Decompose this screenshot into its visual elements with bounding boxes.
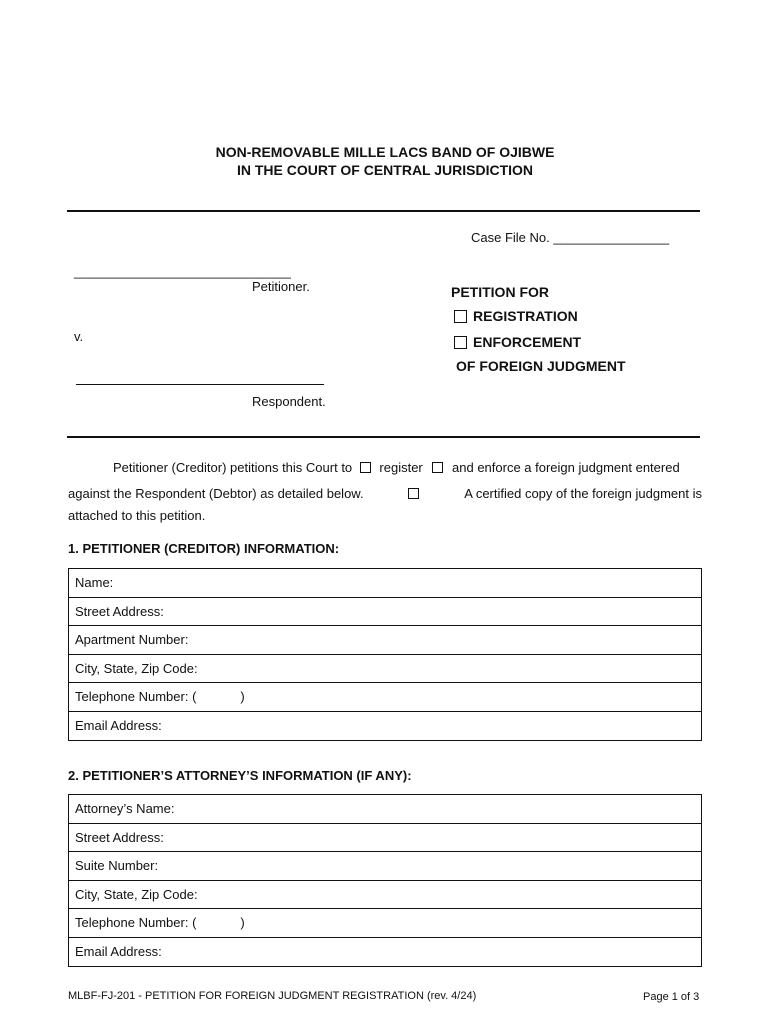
intro-line-2 <box>68 486 702 501</box>
enforcement-option[interactable] <box>454 334 581 350</box>
petitioner-name-blank[interactable]: ______________________________ <box>74 264 291 279</box>
versus-label: v. <box>74 329 84 344</box>
section2-heading: 2. PETITIONER’S ATTORNEY’S INFORMATION (IF ANY): <box>68 768 412 783</box>
court-jurisdiction: IN THE COURT OF CENTRAL JURISDICTION <box>236 162 534 178</box>
registration-checkbox[interactable] <box>454 310 467 323</box>
intro-line-1 <box>113 460 680 475</box>
intro-text-1: Petitioner (Creditor) petitions this Court to <box>113 460 353 475</box>
attorney-street-field[interactable] <box>69 824 701 853</box>
field-label: Street Address: <box>75 829 164 845</box>
enforce-checkbox[interactable] <box>432 462 443 473</box>
attorney-email-field[interactable] <box>69 938 701 967</box>
field-label: Suite Number: <box>75 858 159 874</box>
foreign-judgment-title: OF FOREIGN JUDGMENT <box>456 358 626 374</box>
court-name: NON-REMOVABLE MILLE LACS BAND OF OJIBWE <box>215 144 555 160</box>
case-file-blank[interactable]: ________________ <box>553 230 670 245</box>
attorney-phone-field[interactable] <box>69 909 701 938</box>
paren-close: ) <box>240 915 245 931</box>
petitioner-info-table <box>68 568 702 741</box>
intro-text-6: attached to this petition. <box>68 508 206 523</box>
field-label: City, State, Zip Code: <box>75 886 198 902</box>
field-label: Apartment Number: <box>75 632 189 648</box>
field-label: Street Address: <box>75 603 164 619</box>
intro-text-3: and enforce a foreign judgment entered <box>452 460 680 475</box>
petitioner-street-field[interactable] <box>69 598 701 627</box>
form-id-footer: MLBF-FJ-201 - PETITION FOR FOREIGN JUDGMENT REGISTRATION (rev. 4/24) <box>68 990 477 1002</box>
field-label: City, State, Zip Code: <box>75 660 198 676</box>
petitioner-label: Petitioner. <box>252 279 310 294</box>
attorney-city-field[interactable] <box>69 881 701 910</box>
register-label: register <box>379 460 423 475</box>
intro-text-4: against the Respondent (Debtor) as detailed below. <box>68 486 364 501</box>
attorney-name-field[interactable] <box>69 795 701 824</box>
petitioner-phone-field[interactable] <box>69 683 701 712</box>
case-file-field[interactable] <box>471 230 669 245</box>
field-label: Email Address: <box>75 944 162 960</box>
field-label: Name: <box>75 575 114 591</box>
petition-title: PETITION FOR <box>451 284 549 300</box>
respondent-name-line[interactable] <box>76 384 324 385</box>
petitioner-city-field[interactable] <box>69 655 701 684</box>
petitioner-email-field[interactable] <box>69 712 701 741</box>
attorney-info-table <box>68 794 702 967</box>
field-label: Attorney’s Name: <box>75 801 175 817</box>
paren-close: ) <box>240 689 245 705</box>
page-number: Page 1 of 3 <box>643 991 700 1003</box>
field-label: Telephone Number: ( <box>75 689 197 705</box>
enforcement-checkbox[interactable] <box>454 336 467 349</box>
field-label: Email Address: <box>75 718 162 734</box>
top-divider <box>67 210 700 212</box>
case-file-label: Case File No. <box>471 230 550 245</box>
field-label: Telephone Number: ( <box>75 915 197 931</box>
caption-bottom-divider <box>67 436 700 438</box>
certified-copy-checkbox[interactable] <box>408 488 419 499</box>
registration-label: REGISTRATION <box>473 308 578 324</box>
registration-option[interactable] <box>454 308 578 324</box>
respondent-label: Respondent. <box>252 394 326 409</box>
petitioner-name-field[interactable] <box>69 569 701 598</box>
section1-heading: 1. PETITIONER (CREDITOR) INFORMATION: <box>68 541 340 556</box>
register-checkbox[interactable] <box>360 462 371 473</box>
intro-text-5: A certified copy of the foreign judgment is <box>464 486 702 501</box>
petitioner-apartment-field[interactable] <box>69 626 701 655</box>
enforcement-label: ENFORCEMENT <box>473 334 582 350</box>
attorney-suite-field[interactable] <box>69 852 701 881</box>
